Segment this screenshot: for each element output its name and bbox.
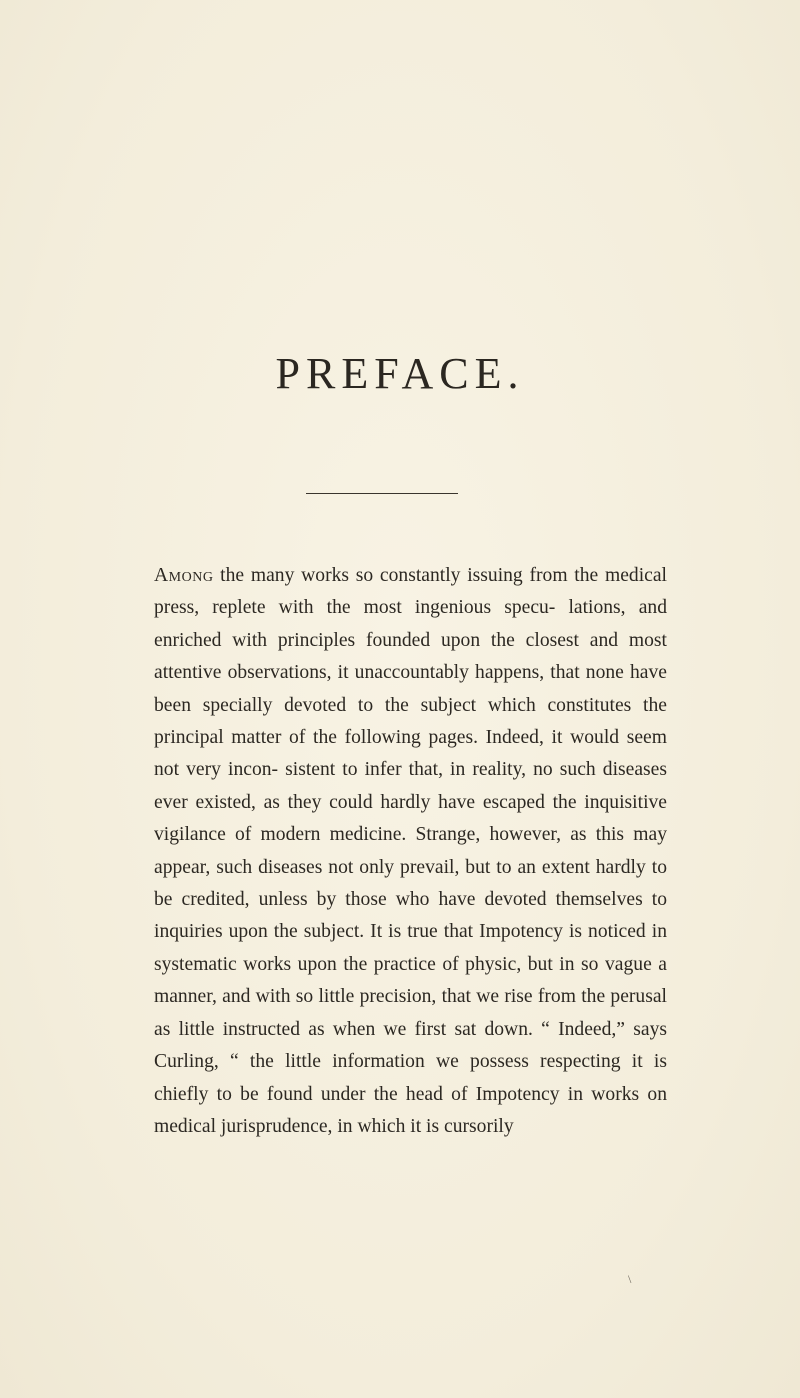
title-divider [306,493,458,494]
preface-paragraph [154,560,667,1143]
signature-mark: \ [628,1272,632,1286]
paragraph-text: the many works so constantly issuing from the medical press, replete with the most ingenious specu- lations, and enriched with principles founded upon the closest and most attentive observations, it unaccountably happens, that none have been specially devoted to the subject which constitutes the principal matter of the following pages. Indeed, it would seem not very incon- sistent to infer that, in reality, no such diseases ever existed, as they could hardly have escaped the inquisitive vigilance of modern medicine. Strange, however, as this may appear, such diseases not only prevail, but to an extent hardly to be credited, unless by those who have devoted themselves to inquiries upon the subject. It is true that Impotency is noticed in systematic works upon the practice of physic, but in so vague a manner, and with so little precision, that we rise from the perusal as little instructed as when we first sat down. “ Indeed,” says Curling, “ the little information we possess respecting it is chiefly to be found under the head of Impotency in works on medical jurisprudence, in which it is cursorily [154,565,667,1137]
page-title: PREFACE. [275,349,525,398]
lead-word: Among [154,565,214,586]
